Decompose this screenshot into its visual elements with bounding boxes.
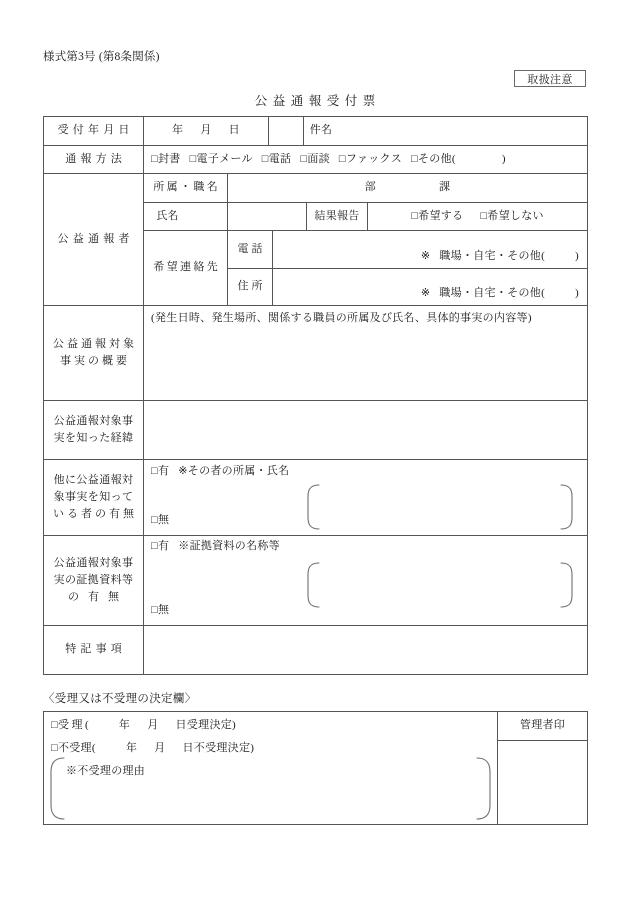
- reception-date-label: 受付年月日: [57, 124, 134, 137]
- reject-year: 年: [125, 742, 138, 755]
- col-divider: [268, 117, 269, 145]
- evidence-yes-row[interactable]: [144, 536, 587, 556]
- option-label-other: その他: [418, 152, 452, 165]
- result-report-options[interactable]: [368, 203, 587, 230]
- fact-summary-value[interactable]: [144, 306, 587, 400]
- accept-paren-open: (: [84, 719, 89, 732]
- page-title: 公益通報受付票: [254, 94, 381, 108]
- accept-suffix: 受理決定): [186, 719, 237, 732]
- how-known-label-line2: 実を知った経緯: [53, 432, 134, 444]
- remarks-label: 特記事項: [65, 643, 126, 656]
- reception-day-label: 日: [228, 124, 240, 137]
- other-paren-open: (: [451, 152, 456, 165]
- accept-day: 日: [175, 719, 187, 732]
- phone-note-mark: ※: [420, 250, 431, 263]
- option-label-fuusho: 封書: [157, 152, 181, 165]
- decision-table: [43, 711, 588, 825]
- evidence-yes-label: 有: [157, 540, 170, 552]
- how-known-label: [44, 401, 143, 459]
- result-option-yes: 希望する: [418, 209, 464, 222]
- reject-row[interactable]: [44, 738, 497, 760]
- reception-month-label: 月: [200, 124, 212, 137]
- fact-summary-label: [44, 306, 143, 400]
- evidence-label-line1: 公益通報対象事: [53, 556, 134, 569]
- phone-note-open: (: [541, 250, 546, 263]
- result-report-label: 結果報告: [314, 209, 360, 222]
- checkbox-icon-wish-yes[interactable]: □: [411, 209, 419, 222]
- evidence-yes-note: ※証拠資料の名称等: [178, 540, 280, 552]
- others-aware-yes-row[interactable]: [144, 460, 587, 480]
- others-aware-yes-note: ※その者の所属・氏名: [178, 465, 290, 477]
- address-note-mark: ※: [420, 287, 431, 300]
- checkbox-icon-email[interactable]: □: [189, 152, 197, 165]
- others-aware-no-row[interactable]: [144, 513, 244, 533]
- checkbox-icon-others-yes[interactable]: □: [151, 465, 158, 477]
- contact-phone-value[interactable]: [273, 231, 587, 268]
- subject-input[interactable]: [339, 117, 587, 145]
- evidence-no-label: 無: [157, 604, 170, 616]
- subject-label: 件名: [309, 124, 333, 137]
- reject-reason-label: ※不受理の理由: [66, 765, 146, 777]
- evidence-label: [44, 536, 143, 625]
- address-note-close: ): [575, 287, 579, 300]
- fact-summary-label-line2: 事実の概要: [60, 355, 130, 367]
- affiliation-dept-label: 部: [364, 181, 376, 194]
- affiliation-value[interactable]: [228, 174, 587, 202]
- affiliation-section-label: 課: [439, 181, 451, 194]
- reject-month: 月: [154, 742, 166, 755]
- checkbox-icon-accept[interactable]: □: [51, 719, 58, 732]
- contact-phone-label: 電話: [237, 242, 266, 255]
- accept-month: 月: [147, 719, 159, 732]
- option-label-email: 電子メール: [196, 152, 253, 165]
- checkbox-icon-phone[interactable]: □: [261, 152, 269, 165]
- decision-section-title: 〈受理又は不受理の決定欄〉: [43, 693, 197, 705]
- how-known-label-line1: 公益通報対象事: [53, 414, 134, 427]
- checkbox-icon-fax[interactable]: □: [338, 152, 346, 165]
- accept-label: 受理: [57, 719, 85, 732]
- manager-seal-label: 管理者印: [519, 719, 566, 732]
- manager-seal-area[interactable]: [498, 741, 587, 824]
- remarks-value[interactable]: [144, 626, 587, 674]
- report-method-label: 通報方法: [65, 152, 126, 165]
- reporter-name-label: 氏名: [156, 209, 179, 222]
- accept-year: 年: [118, 719, 131, 732]
- address-note-open: (: [541, 287, 546, 300]
- evidence-label-line2: 実の証拠資料等: [53, 573, 134, 586]
- checkbox-icon-evidence-yes[interactable]: □: [151, 540, 158, 552]
- reporter-name-input[interactable]: [228, 203, 306, 230]
- reception-year-label: 年: [172, 124, 184, 137]
- fact-summary-label-line1: 公益通報対象: [53, 337, 137, 350]
- phone-note-close: ): [575, 250, 579, 263]
- checkbox-icon-reject[interactable]: □: [51, 742, 58, 755]
- address-note-options: 職場・自宅・その他: [439, 287, 542, 300]
- evidence-no-row[interactable]: [144, 603, 244, 623]
- reception-date-value[interactable]: [144, 117, 268, 145]
- contact-address-value[interactable]: [273, 269, 587, 305]
- option-label-fax: ファックス: [345, 152, 403, 165]
- reject-suffix: 不受理決定): [193, 742, 255, 755]
- handling-note-box: [514, 70, 586, 87]
- checkbox-icon-others-no[interactable]: □: [151, 514, 158, 526]
- reporter-label: 公益通報者: [57, 232, 134, 245]
- others-aware-no-label: 無: [157, 514, 170, 526]
- reject-day: 日: [182, 742, 194, 755]
- evidence-label-line3: の有無: [68, 591, 128, 604]
- checkbox-icon-interview[interactable]: □: [300, 152, 308, 165]
- form-number: 様式第3号 (第8条関係): [43, 51, 160, 63]
- result-option-no: 希望しない: [487, 209, 544, 222]
- reject-paren-open: (: [91, 742, 96, 755]
- how-known-value[interactable]: [144, 401, 587, 459]
- phone-note-options: 職場・自宅・その他: [439, 250, 542, 263]
- others-aware-label-line2: 象事実を知って: [53, 490, 134, 503]
- checkbox-icon-other[interactable]: □: [411, 152, 418, 165]
- affiliation-label: 所属・職名: [153, 181, 221, 194]
- checkbox-icon-fuusho[interactable]: □: [151, 152, 158, 165]
- others-aware-label-line3: いる者の有無: [53, 508, 137, 521]
- accept-row[interactable]: [44, 715, 497, 737]
- others-aware-yes-label: 有: [157, 465, 170, 477]
- contact-label: 希望連絡先: [153, 261, 221, 274]
- main-table: [43, 116, 588, 675]
- reject-reason-area[interactable]: [44, 761, 497, 823]
- option-label-interview: 面談: [307, 152, 330, 165]
- report-method-options[interactable]: [144, 146, 587, 173]
- reject-label: 不受理: [57, 742, 92, 755]
- others-aware-label-line1: 他に公益通報対: [53, 473, 134, 486]
- checkbox-icon-wish-no[interactable]: □: [480, 209, 488, 222]
- others-aware-label: [44, 460, 143, 535]
- fact-summary-hint: (発生日時、発生場所、関係する職員の所属及び氏名、具体的事実の内容等): [151, 312, 532, 324]
- checkbox-icon-evidence-no[interactable]: □: [151, 604, 158, 616]
- other-paren-close: ): [501, 152, 506, 165]
- option-label-phone: 電話: [268, 152, 292, 165]
- contact-address-label: 住所: [237, 280, 266, 293]
- handling-note-label: 取扱注意: [527, 73, 573, 86]
